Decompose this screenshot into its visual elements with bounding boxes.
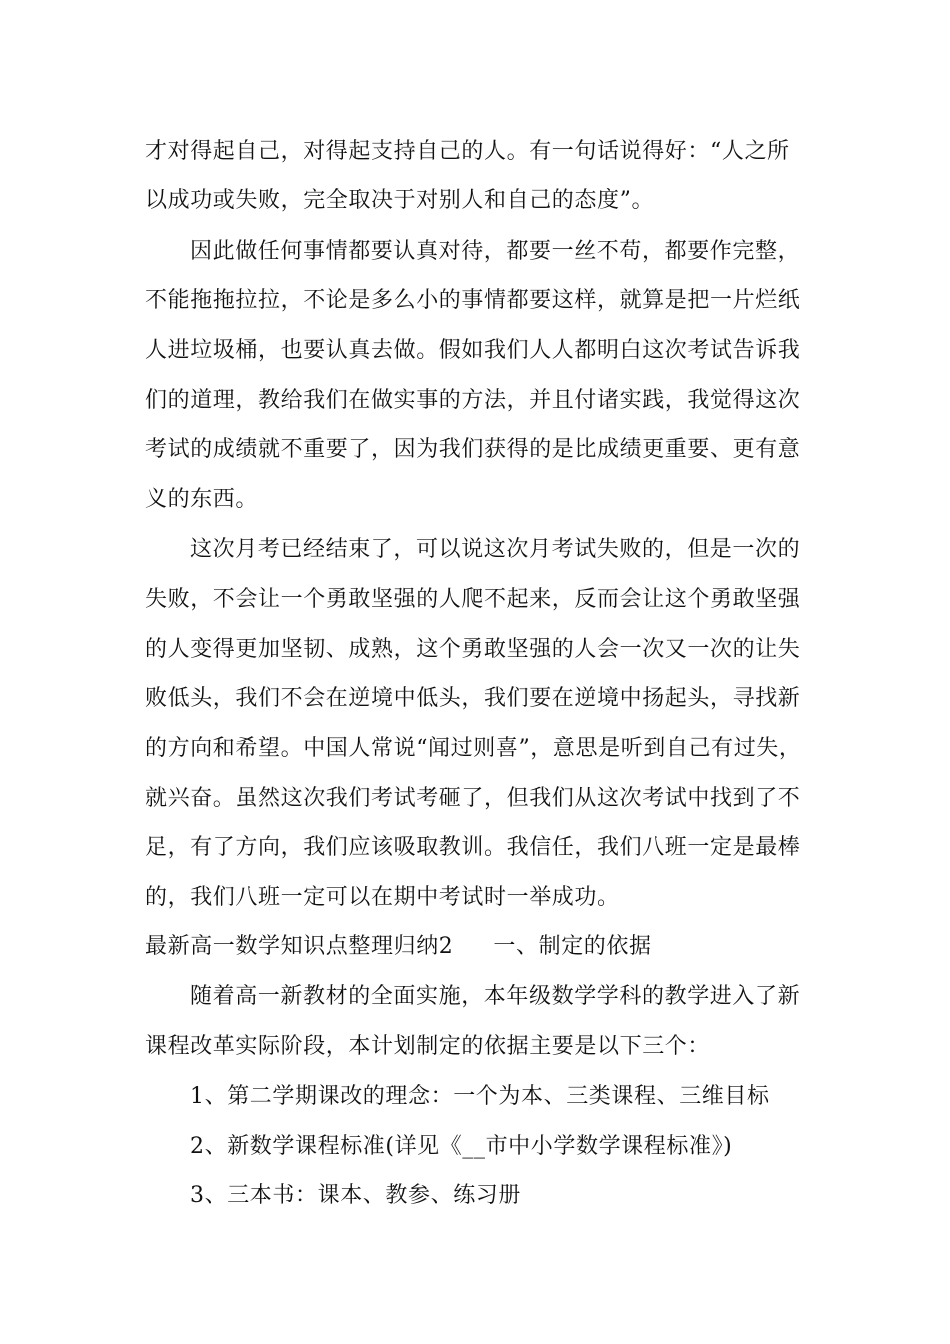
paragraph-4-line-2: 课程改革实际阶段，本计划制定的依据主要是以下三个： bbox=[145, 1034, 711, 1059]
paragraph-2-line-1: 因此做任何事情都要认真对待，都要一丝不苟，都要作完整， bbox=[190, 239, 801, 264]
paragraph-3-line-1: 这次月考已经结束了，可以说这次月考试失败的，但是一次的 bbox=[190, 537, 801, 562]
section-heading-subtitle: 一、制定的依据 bbox=[493, 934, 652, 959]
list-item-2: 2、新数学课程标准(详见《__市中小学数学课程标准》) bbox=[190, 1134, 733, 1159]
paragraph-2-line-3: 人进垃圾桶，也要认真去做。假如我们人人都明白这次考试告诉我 bbox=[145, 338, 801, 363]
paragraph-3-line-2: 失败，不会让一个勇敢坚强的人爬不起来，反而会让这个勇敢坚强 bbox=[145, 587, 801, 612]
paragraph-3-line-7: 足，有了方向，我们应该吸取教训。我信任，我们八班一定是最棒 bbox=[145, 835, 801, 860]
paragraph-2-line-5: 考试的成绩就不重要了，因为我们获得的是比成绩更重要、更有意 bbox=[145, 437, 801, 462]
paragraph-3-line-3: 的人变得更加坚韧、成熟，这个勇敢坚强的人会一次又一次的让失 bbox=[145, 637, 801, 662]
paragraph-4-line-1: 随着高一新教材的全面实施，本年级数学学科的教学进入了新 bbox=[190, 984, 801, 1009]
list-item-1: 1、第二学期课改的理念：一个为本、三类课程、三维目标 bbox=[190, 1084, 770, 1109]
paragraph-2-line-2: 不能拖拖拉拉，不论是多么小的事情都要这样，就算是把一片烂纸 bbox=[145, 288, 801, 313]
paragraph-1-line-1: 才对得起自己，对得起支持自己的人。有一句话说得好：“人之所 bbox=[145, 139, 790, 164]
paragraph-3-line-4: 败低头，我们不会在逆境中低头，我们要在逆境中扬起头，寻找新 bbox=[145, 686, 801, 711]
paragraph-3-line-8: 的，我们八班一定可以在期中考试时一举成功。 bbox=[145, 885, 620, 910]
paragraph-3-line-6: 就兴奋。虽然这次我们考试考砸了，但我们从这次考试中找到了不 bbox=[145, 786, 801, 811]
paragraph-2-line-4: 们的道理，教给我们在做实事的方法，并且付诸实践，我觉得这次 bbox=[145, 388, 801, 413]
paragraph-3-line-5: 的方向和希望。中国人常说“闻过则喜”，意思是听到自己有过失， bbox=[145, 736, 802, 761]
section-heading-title: 最新高一数学知识点整理归纳2 bbox=[145, 934, 454, 959]
section-heading bbox=[145, 927, 825, 967]
paragraph-1-line-2: 以成功或失败，完全取决于对别人和自己的态度”。 bbox=[145, 188, 655, 213]
paragraph-2-line-6: 义的东西。 bbox=[145, 487, 259, 512]
list-item-3: 3、三本书：课本、教参、练习册 bbox=[190, 1183, 521, 1208]
